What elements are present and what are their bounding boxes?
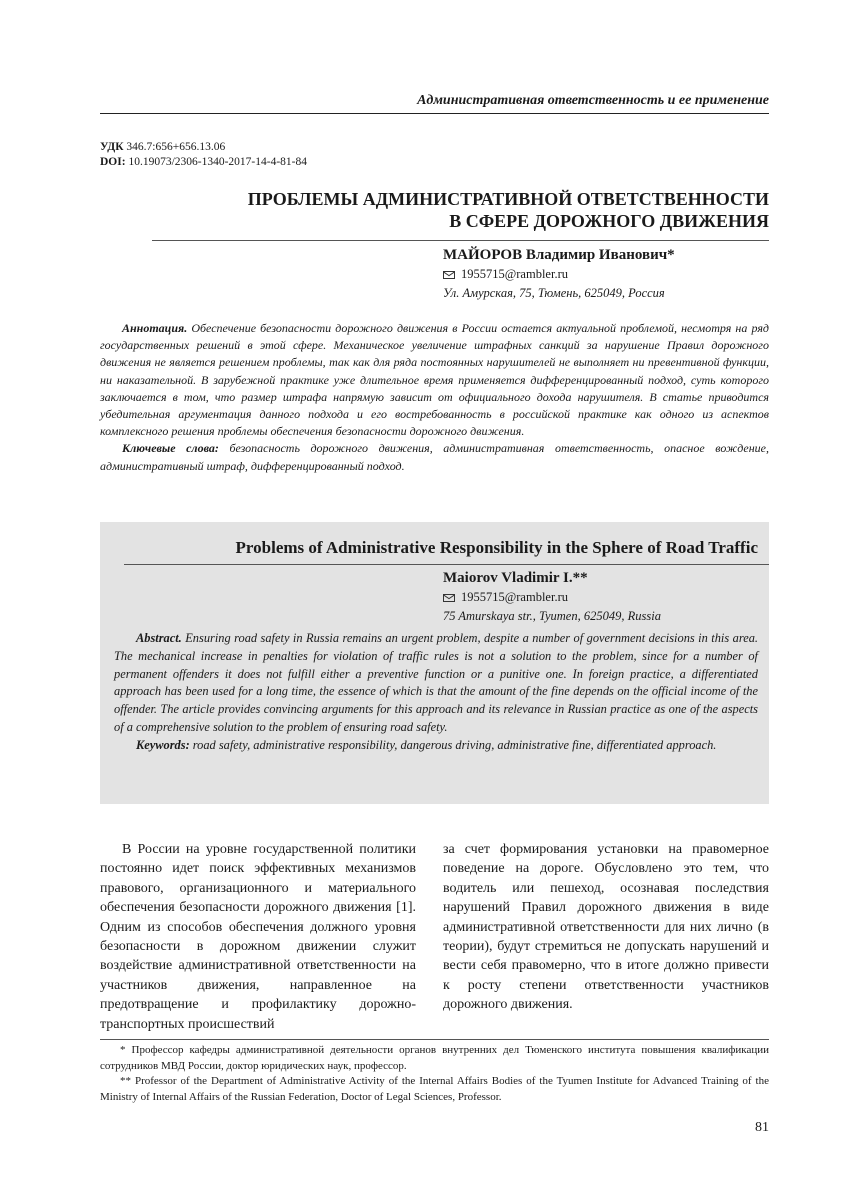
envelope-icon [443, 594, 455, 602]
doi-label: DOI: [100, 156, 126, 168]
author-en-name: Maiorov Vladimir I.** [443, 570, 588, 586]
abstract-en-text: Ensuring road safety in Russia remains an urgent problem, despite a number of government decisions in this area. The mechanical increase in penalties for violation of traffic rules is not a solution to the problem, since for a number of permanent offenders it does not fulfill either a preventive function or a punitive one. In foreign practice, a differentiated approach has been used for a long time, the essence of which is that the amount of the fine depends on the official income of the offender. The article provides convincing arguments for this approach and its relevance in Russian practice as one of the aspects of a comprehensive solution to the problem of ensuring road safety. [114, 631, 758, 734]
abstract-ru-text: Обеспечение безопасности дорожного движения в России остается актуальной проблемой, несмотря на ряд государственных решений в этой сфере. Механическое увеличение штрафных санкций за нарушение Правил дорожного движения не является решением проблемы, так как для ряда постоянных нарушителей не выполняет ни превентивной функции, ни наказательной. В зарубежной практике уже длительное время применяется дифференцированный подход, суть которого заключается в том, что размер штрафа напрямую зависит от официального дохода нарушителя. В статье приводится убедительная аргументация данного подхода и его востребованность в российской практике как одного из аспектов комплексного решения проблемы обеспечения безопасности дорожного движения. [100, 321, 769, 439]
author-ru-email-line [443, 265, 773, 284]
title-ru [100, 188, 769, 232]
footnote-rule [100, 1039, 769, 1040]
author-en-email[interactable]: 1955715@rambler.ru [461, 590, 568, 604]
author-ru-address: Ул. Амурская, 75, Тюмень, 625049, Россия [443, 286, 665, 300]
abstract-ru-paragraph [100, 320, 769, 440]
udk-line [100, 140, 307, 155]
author-en-email-line [443, 588, 763, 607]
abstract-en-paragraph [114, 630, 758, 737]
envelope-icon [443, 271, 455, 279]
title-rule [152, 240, 769, 241]
author-ru-email[interactable]: 1955715@rambler.ru [461, 267, 568, 281]
keywords-en-paragraph [114, 737, 758, 755]
udk-label: УДК [100, 141, 124, 153]
title-ru-line-2: В СФЕРЕ ДОРОЖНОГО ДВИЖЕНИЯ [449, 211, 769, 231]
author-en-address: 75 Amurskaya str., Tyumen, 625049, Russia [443, 609, 661, 623]
abstract-en-label: Abstract. [136, 631, 182, 645]
body-column-right [443, 840, 769, 1015]
udk-value: 346.7:656+656.13.06 [123, 141, 226, 153]
running-head: Административная ответственность и ее применение [417, 93, 769, 108]
title-ru-line-1: ПРОБЛЕМЫ АДМИНИСТРАТИВНОЙ ОТВЕТСТВЕННОСТИ [247, 189, 769, 209]
body-column-left [100, 840, 416, 1034]
title-en-rule [124, 564, 769, 565]
doi-value: 10.19073/2306-1340-2017-14-4-81-84 [125, 156, 307, 168]
footnote-2: ** Professor of the Department of Administrative Activity of the Internal Affairs Bodies of the Tyumen Institute for Advanced Training of the Ministry of Internal Affairs of the Russian Federation, Doctor of Legal Sciences, Professor. [100, 1075, 769, 1103]
keywords-en-text: road safety, administrative responsibility, dangerous driving, administrative fine, differentiated approach. [189, 737, 717, 752]
footnotes [100, 1043, 769, 1105]
keywords-ru-text: безопасность дорожного движения, административная ответственность, опасное вождение, административный штраф, дифференцированный подход. [100, 441, 770, 473]
footnote-1: * Профессор кафедры административной деятельности органов внутренних дел Тюменского института повышения квалификации сотрудников МВД России, доктор юридических наук, профессор. [100, 1044, 769, 1072]
abstract-ru-label: Аннотация. [122, 321, 188, 335]
title-en: Problems of Administrative Responsibility in the Sphere of Road Traffic [235, 538, 758, 557]
doi-line [100, 155, 307, 170]
keywords-en-label: Keywords: [136, 737, 190, 752]
keywords-ru-paragraph [100, 440, 769, 474]
page-number: 81 [755, 1120, 769, 1135]
abstract-ru [100, 320, 769, 475]
abstract-en [114, 630, 758, 755]
author-ru-name: МАЙОРОВ Владимир Иванович* [443, 247, 675, 263]
author-ru-block [443, 245, 773, 303]
keywords-ru-label: Ключевые слова: [122, 441, 219, 456]
author-en-block [443, 568, 763, 626]
body-left-text: В России на уровне государственной политики постоянно идет поиск эффективных механизмов правового, организационного и материального обеспечения безопасности дорожного движения [1]. Одним из способов обеспечения должного уровня безопасности в дорожном движении служит воздействие административной ответственности на участников движения, направленное на предотвращение и профилактику дорожно-транспортных происшествий [100, 842, 416, 1032]
article-meta [100, 140, 307, 170]
body-right-text: за счет формирования установки на правомерное поведение на дороге. Обусловлено это тем, что водитель или пешеход, осознавая последствия нарушений Правил дорожного движения в виде административной ответственности для них лично (в теории), будут стремиться не допускать нарушений и вести себя правомерно, что в итоге должно привести к росту степени ответственности участников дорожного движения. [443, 842, 769, 1013]
header-rule [100, 113, 769, 114]
